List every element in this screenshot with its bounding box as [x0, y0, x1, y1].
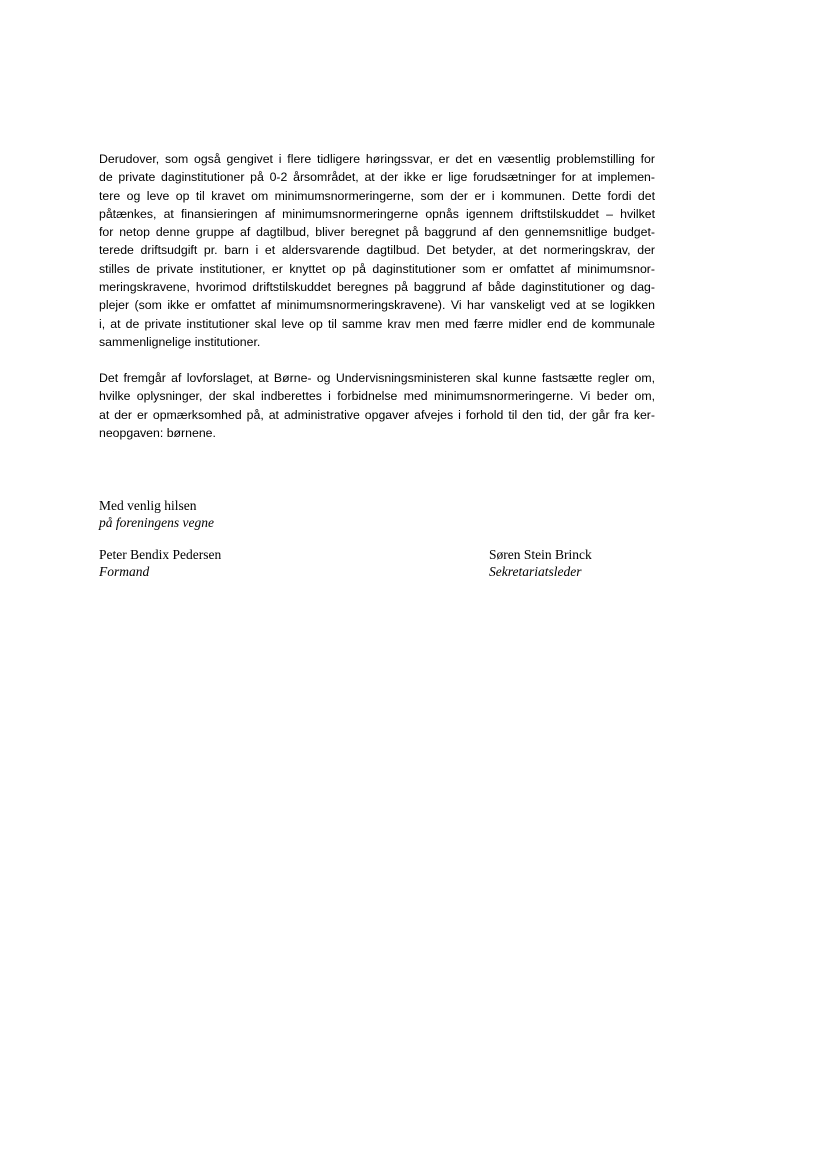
paragraph-line: Derudover, som også gengivet i flere tidligere høringssvar, er det en væsentlig problemstilling for — [99, 152, 655, 166]
paragraph-line: i, at de private institutioner skal leve op til samme krav men med færre midler end de kommunale — [99, 316, 655, 331]
signatory-title: Sekretariatsleder — [489, 564, 582, 579]
closing-greeting: Med venlig hilsen — [99, 498, 197, 513]
paragraph-line: for netop denne gruppe af dagtilbud, bliver beregnet på baggrund af den gennemsnitlige budget- — [99, 225, 655, 240]
paragraph-line: stilles de private institutioner, er knyttet op på daginstitutioner som er omfattet af minimumsnor- — [99, 261, 655, 276]
signatory-name: Peter Bendix Pedersen — [99, 547, 222, 562]
signatory-2 — [489, 546, 592, 580]
paragraph-line: tere og leve op til kravet om minimumsnormeringerne, som der er i kommunen. Dette fordi det — [99, 188, 655, 203]
signatory-1 — [99, 546, 221, 580]
paragraph-line: neopgaven: børnene. — [99, 425, 216, 440]
closing-block — [99, 497, 214, 531]
paragraph-1 — [99, 150, 655, 351]
paragraph-line: meringskravene, hvorimod driftstilskuddet beregnes på baggrund af både daginstitutioner og dag- — [99, 280, 655, 295]
paragraph-line: hvilke oplysninger, der skal indberettes i forbidnelse med minimumsnormeringerne. Vi beder om, — [99, 389, 655, 404]
paragraph-2 — [99, 369, 655, 442]
signatory-title: Formand — [99, 564, 150, 579]
paragraph-line: Det fremgår af lovforslaget, at Børne- og Undervisningsministeren skal kunne fastsætte regler om, — [99, 371, 655, 385]
paragraph-line: de private daginstitutioner på 0-2 årsområdet, at der ikke er lige forudsætninger for at implemen- — [99, 170, 655, 185]
signatory-name: Søren Stein Brinck — [489, 547, 592, 562]
paragraph-line: terede driftsudgift pr. barn i et aldersvarende dagtilbud. Det betyder, at det normeringskrav, der — [99, 243, 655, 258]
closing-on-behalf: på foreningens vegne — [99, 515, 214, 530]
paragraph-line: plejer (som ikke er omfattet af minimumsnormeringskravene). Vi har vanskeligt ved at se logikken — [99, 298, 655, 313]
paragraph-line: at der er opmærksomhed på, at administrative opgaver afvejes i forhold til den tid, der går fra ker- — [99, 407, 655, 422]
paragraph-line: påtænkes, at finansieringen af minimumsnormeringerne opnås igennem driftstilskuddet – hvilket — [99, 206, 655, 221]
paragraph-line: sammenlignelige institutioner. — [99, 334, 261, 349]
